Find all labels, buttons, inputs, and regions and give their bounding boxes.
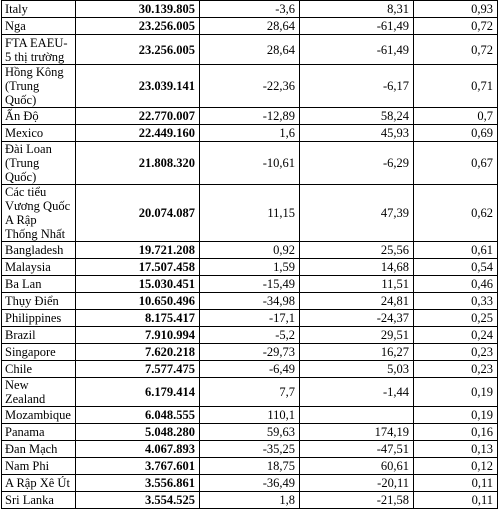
table-row bbox=[2, 492, 498, 509]
change2-cell: -24,37 bbox=[300, 310, 414, 327]
change1-cell: 1,59 bbox=[200, 259, 300, 276]
change1-cell: -10,61 bbox=[200, 142, 300, 185]
country-cell: Singapore bbox=[2, 344, 76, 361]
change1-cell: -29,73 bbox=[200, 344, 300, 361]
change2-cell: -21,58 bbox=[300, 492, 414, 509]
country-cell: Panama bbox=[2, 424, 76, 441]
share-cell: 0,23 bbox=[414, 344, 498, 361]
country-cell: Bangladesh bbox=[2, 242, 76, 259]
country-cell: FTA EAEU-5 thị trường bbox=[2, 35, 76, 65]
table-row bbox=[2, 242, 498, 259]
share-cell: 0,12 bbox=[414, 458, 498, 475]
share-cell: 0,46 bbox=[414, 276, 498, 293]
table-row bbox=[2, 293, 498, 310]
change2-cell: 24,81 bbox=[300, 293, 414, 310]
change1-cell: 1,8 bbox=[200, 492, 300, 509]
table-row bbox=[2, 458, 498, 475]
country-cell: Ấn Độ bbox=[2, 108, 76, 125]
change1-cell: 7,7 bbox=[200, 378, 300, 407]
change1-cell: 28,64 bbox=[200, 35, 300, 65]
table-row bbox=[2, 65, 498, 108]
value-cell: 5.048.280 bbox=[76, 424, 200, 441]
country-cell: Mozambique bbox=[2, 407, 76, 424]
table-row bbox=[2, 108, 498, 125]
table-row bbox=[2, 424, 498, 441]
change2-cell: 16,27 bbox=[300, 344, 414, 361]
share-cell: 0,72 bbox=[414, 18, 498, 35]
change2-cell: -61,49 bbox=[300, 35, 414, 65]
country-cell: New Zealand bbox=[2, 378, 76, 407]
change1-cell: 11,15 bbox=[200, 185, 300, 242]
change2-cell: -6,17 bbox=[300, 65, 414, 108]
change2-cell: 58,24 bbox=[300, 108, 414, 125]
value-cell: 7.910.994 bbox=[76, 327, 200, 344]
change2-cell: 11,51 bbox=[300, 276, 414, 293]
change2-cell: 47,39 bbox=[300, 185, 414, 242]
table-row bbox=[2, 344, 498, 361]
country-cell: Brazil bbox=[2, 327, 76, 344]
country-cell: Philippines bbox=[2, 310, 76, 327]
value-cell: 15.030.451 bbox=[76, 276, 200, 293]
share-cell: 0,72 bbox=[414, 35, 498, 65]
table-row bbox=[2, 378, 498, 407]
table-row bbox=[2, 35, 498, 65]
table-row bbox=[2, 407, 498, 424]
table-row bbox=[2, 1, 498, 18]
change2-cell: 60,61 bbox=[300, 458, 414, 475]
change1-cell: -6,49 bbox=[200, 361, 300, 378]
country-cell: Đan Mạch bbox=[2, 441, 76, 458]
change2-cell: -6,29 bbox=[300, 142, 414, 185]
table-row bbox=[2, 441, 498, 458]
change2-cell: -61,49 bbox=[300, 18, 414, 35]
country-cell: Malaysia bbox=[2, 259, 76, 276]
change2-cell: 5,03 bbox=[300, 361, 414, 378]
table-row bbox=[2, 310, 498, 327]
share-cell: 0,93 bbox=[414, 1, 498, 18]
change1-cell: -3,6 bbox=[200, 1, 300, 18]
value-cell: 23.039.141 bbox=[76, 65, 200, 108]
value-cell: 17.507.458 bbox=[76, 259, 200, 276]
table-row bbox=[2, 259, 498, 276]
value-cell: 21.808.320 bbox=[76, 142, 200, 185]
share-cell: 0,7 bbox=[414, 108, 498, 125]
change2-cell bbox=[300, 407, 414, 424]
change1-cell: 59,63 bbox=[200, 424, 300, 441]
change2-cell: 25,56 bbox=[300, 242, 414, 259]
value-cell: 3.554.525 bbox=[76, 492, 200, 509]
value-cell: 4.067.893 bbox=[76, 441, 200, 458]
share-cell: 0,61 bbox=[414, 242, 498, 259]
change1-cell: 0,92 bbox=[200, 242, 300, 259]
country-cell: Nam Phi bbox=[2, 458, 76, 475]
table-row bbox=[2, 125, 498, 142]
value-cell: 23.256.005 bbox=[76, 35, 200, 65]
table-row bbox=[2, 361, 498, 378]
value-cell: 6.048.555 bbox=[76, 407, 200, 424]
country-cell: Hồng Kông (Trung Quốc) bbox=[2, 65, 76, 108]
table-row bbox=[2, 142, 498, 185]
change2-cell: 174,19 bbox=[300, 424, 414, 441]
value-cell: 7.620.218 bbox=[76, 344, 200, 361]
share-cell: 0,11 bbox=[414, 492, 498, 509]
change1-cell: -35,25 bbox=[200, 441, 300, 458]
share-cell: 0,16 bbox=[414, 424, 498, 441]
share-cell: 0,19 bbox=[414, 378, 498, 407]
change2-cell: -47,51 bbox=[300, 441, 414, 458]
value-cell: 22.770.007 bbox=[76, 108, 200, 125]
share-cell: 0,33 bbox=[414, 293, 498, 310]
change1-cell: -5,2 bbox=[200, 327, 300, 344]
change2-cell: 14,68 bbox=[300, 259, 414, 276]
country-cell: Nga bbox=[2, 18, 76, 35]
country-cell: Ba Lan bbox=[2, 276, 76, 293]
country-cell: Các tiểu Vương Quốc A Rập Thống Nhất bbox=[2, 185, 76, 242]
share-cell: 0,11 bbox=[414, 475, 498, 492]
value-cell: 20.074.087 bbox=[76, 185, 200, 242]
value-cell: 7.577.475 bbox=[76, 361, 200, 378]
share-cell: 0,54 bbox=[414, 259, 498, 276]
table-row bbox=[2, 475, 498, 492]
table-row bbox=[2, 185, 498, 242]
share-cell: 0,69 bbox=[414, 125, 498, 142]
value-cell: 23.256.005 bbox=[76, 18, 200, 35]
country-cell: Mexico bbox=[2, 125, 76, 142]
share-cell: 0,24 bbox=[414, 327, 498, 344]
country-cell: A Rập Xê Út bbox=[2, 475, 76, 492]
table-row bbox=[2, 327, 498, 344]
share-cell: 0,19 bbox=[414, 407, 498, 424]
country-cell: Đài Loan (Trung Quốc) bbox=[2, 142, 76, 185]
change1-cell: 1,6 bbox=[200, 125, 300, 142]
share-cell: 0,62 bbox=[414, 185, 498, 242]
export-data-table bbox=[1, 0, 498, 509]
table-row bbox=[2, 276, 498, 293]
value-cell: 3.767.601 bbox=[76, 458, 200, 475]
change1-cell: -15,49 bbox=[200, 276, 300, 293]
change1-cell: -34,98 bbox=[200, 293, 300, 310]
change2-cell: -20,11 bbox=[300, 475, 414, 492]
country-cell: Sri Lanka bbox=[2, 492, 76, 509]
change2-cell: 29,51 bbox=[300, 327, 414, 344]
value-cell: 10.650.496 bbox=[76, 293, 200, 310]
change1-cell: -22,36 bbox=[200, 65, 300, 108]
change1-cell: 18,75 bbox=[200, 458, 300, 475]
country-cell: Thụy Điển bbox=[2, 293, 76, 310]
change2-cell: 8,31 bbox=[300, 1, 414, 18]
change1-cell: 110,1 bbox=[200, 407, 300, 424]
table-row bbox=[2, 18, 498, 35]
share-cell: 0,25 bbox=[414, 310, 498, 327]
country-cell: Chile bbox=[2, 361, 76, 378]
share-cell: 0,71 bbox=[414, 65, 498, 108]
change1-cell: -36,49 bbox=[200, 475, 300, 492]
value-cell: 19.721.208 bbox=[76, 242, 200, 259]
country-cell: Italy bbox=[2, 1, 76, 18]
value-cell: 22.449.160 bbox=[76, 125, 200, 142]
change2-cell: 45,93 bbox=[300, 125, 414, 142]
value-cell: 30.139.805 bbox=[76, 1, 200, 18]
value-cell: 8.175.417 bbox=[76, 310, 200, 327]
change2-cell: -1,44 bbox=[300, 378, 414, 407]
change1-cell: 28,64 bbox=[200, 18, 300, 35]
change1-cell: -17,1 bbox=[200, 310, 300, 327]
share-cell: 0,13 bbox=[414, 441, 498, 458]
share-cell: 0,67 bbox=[414, 142, 498, 185]
value-cell: 3.556.861 bbox=[76, 475, 200, 492]
value-cell: 6.179.414 bbox=[76, 378, 200, 407]
change1-cell: -12,89 bbox=[200, 108, 300, 125]
share-cell: 0,23 bbox=[414, 361, 498, 378]
